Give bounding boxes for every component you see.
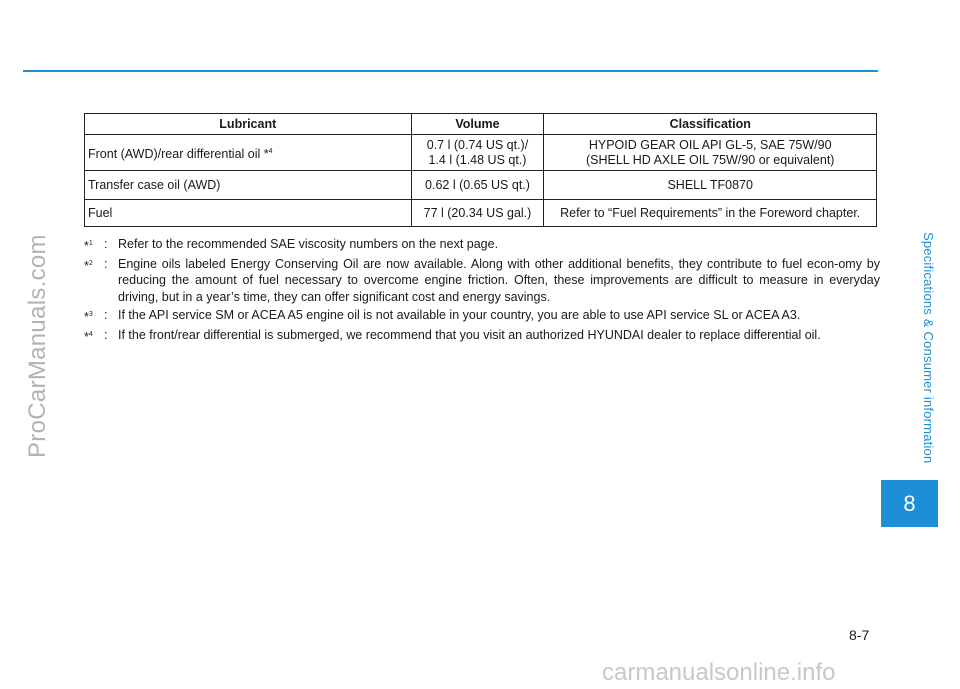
top-rule	[23, 70, 878, 72]
page-number: 8-7	[849, 627, 870, 643]
header-classification: Classification	[544, 114, 877, 135]
footnote-4: *$^4$ : If the front/rear differential is submerged, we recommend that you visit an authorized HYUNDAI dealer to replace differential oil.	[84, 328, 821, 345]
cell-lubricant: Front (AWD)/rear differential oil *$^4$	[85, 135, 412, 171]
footnote-1: *$^1$ : Refer to the recommended SAE viscosity numbers on the next page.	[84, 237, 499, 253]
cell-classification: Refer to “Fuel Requirements” in the Foreword chapter.	[544, 200, 877, 227]
footnotes	[84, 236, 880, 347]
watermark-procarmanuals: ProCarManuals.com	[24, 234, 51, 458]
header-lubricant: Lubricant	[85, 114, 412, 135]
chapter-side-label: Specifications & Consumer information	[921, 232, 936, 464]
cell-volume: 0.7 l (0.74 US qt.)/ 1.4 l (1.48 US qt.)	[411, 135, 544, 171]
footnote-2: *$^2$ : Engine oils labeled Energy Conserving Oil are now available. Along with other additional benefits, they contribute to fuel econ-omy by reducing the amount of fuel necessary to overcome engine friction. Often, these improvements are difficult to measure in everyday driving, but in a year’s time, they can offer significant cost and energy savings.	[84, 257, 880, 304]
chapter-number: 8	[903, 490, 916, 516]
header-volume: Volume	[411, 114, 544, 135]
table-header-row	[85, 114, 877, 135]
table-row	[85, 171, 877, 200]
cell-lubricant: Fuel	[85, 200, 412, 227]
cell-volume: 77 l (20.34 US gal.)	[411, 200, 544, 227]
table-row	[85, 200, 877, 227]
cell-classification: SHELL TF0870	[544, 171, 877, 200]
footnote-3: *$^3$ : If the API service SM or ACEA A5 engine oil is not available in your country, you are able to use API service SL or ACEA A3.	[84, 307, 801, 324]
cell-lubricant: Transfer case oil (AWD)	[85, 171, 412, 200]
footnote-ref: 4	[268, 147, 273, 155]
table-row	[85, 135, 877, 171]
cell-volume: 0.62 l (0.65 US qt.)	[411, 171, 544, 200]
chapter-tab[interactable]	[881, 480, 938, 527]
cell-classification: HYPOID GEAR OIL API GL-5, SAE 75W/90 (SHELL HD AXLE OIL 75W/90 or equivalent)	[544, 135, 877, 171]
watermark-carmanualsonline: carmanualsonline.info	[602, 659, 836, 686]
lubricant-table	[84, 113, 877, 227]
